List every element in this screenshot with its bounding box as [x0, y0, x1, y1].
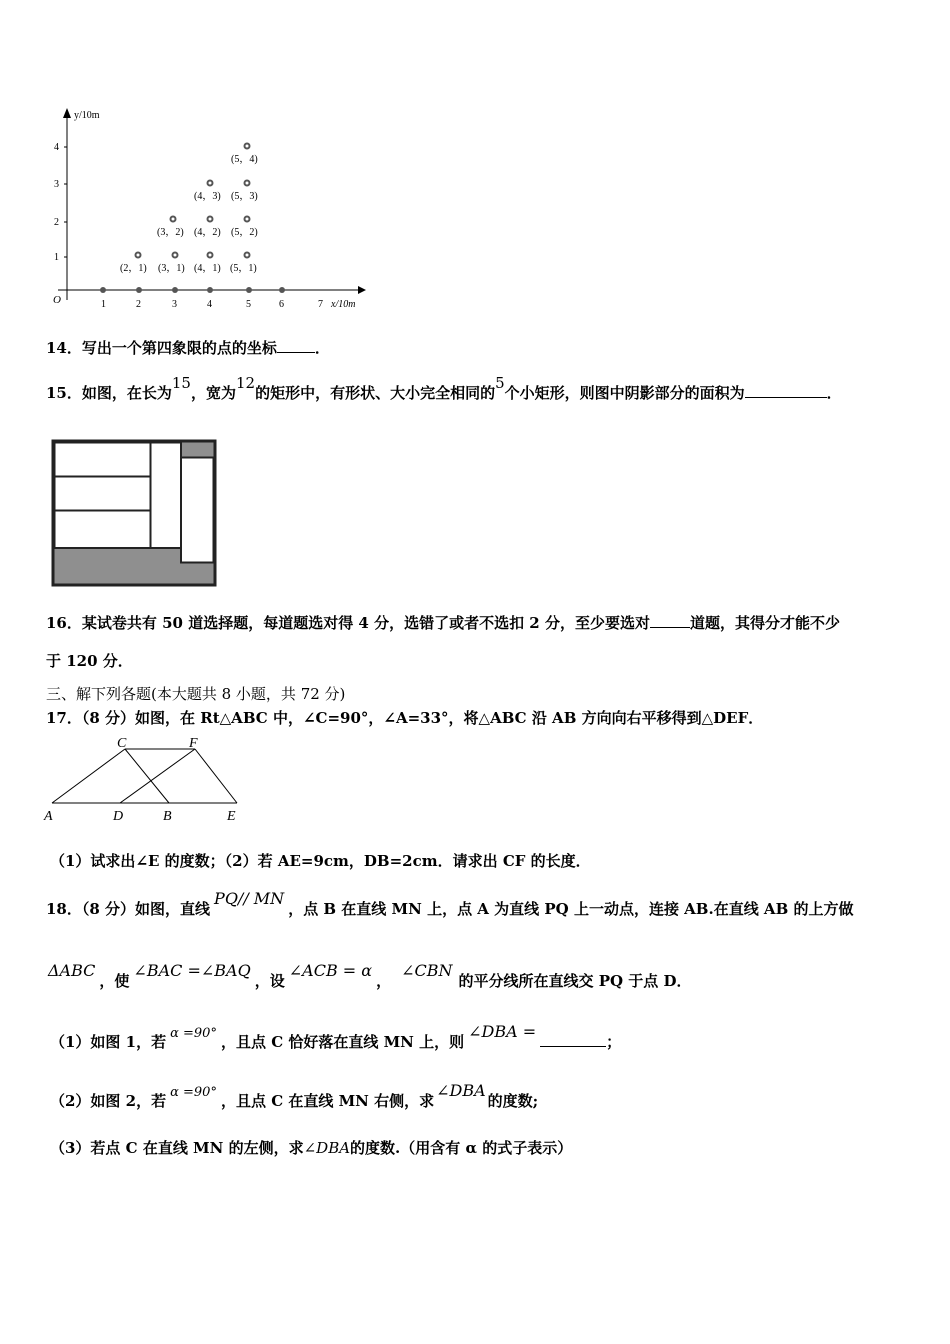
- y-ticks: [54, 142, 67, 263]
- question-18-sub-2: [50, 1081, 539, 1111]
- data-point: [208, 181, 213, 186]
- x-tick-label: 1: [101, 299, 106, 310]
- q18-math-triangle-abc: ΔABC: [48, 961, 96, 980]
- point-label: (3，2): [157, 227, 184, 238]
- data-point: [173, 253, 178, 258]
- q15-width-value: 12: [235, 374, 256, 392]
- y-axis-arrow: [63, 108, 71, 118]
- section-3-title: 三、解下列各题(本大题共 8 小题，共 72 分): [46, 685, 346, 703]
- y-tick-label: 2: [54, 217, 59, 228]
- q18-part-5: ，: [376, 972, 392, 990]
- q18-math-pq-parallel-mn: PQ// MN: [214, 889, 285, 908]
- q18-part-3: ，使: [99, 972, 130, 990]
- q15-end: ．: [826, 384, 842, 402]
- question-18-sub-1: [50, 1022, 622, 1052]
- answer-blank: [540, 1046, 606, 1047]
- q15-part-1: 15．如图，在长为: [46, 384, 172, 402]
- small-rectangle: [55, 443, 151, 477]
- axis-point: [172, 287, 178, 293]
- y-tick-label: 1: [54, 252, 59, 263]
- vertex-label-F: F: [189, 736, 198, 751]
- q15-count-value: 5: [495, 374, 505, 392]
- x-ticks: [101, 299, 323, 310]
- q18-part-2: ，点 B 在直线 MN 上，点 A 为直线 PQ 上一动点，连接 AB.在直线 AB 的上方做: [288, 900, 854, 918]
- origin-label: O: [53, 294, 61, 306]
- question-17-subparts: [50, 850, 591, 871]
- small-rectangle: [151, 443, 182, 549]
- data-point: [208, 217, 213, 222]
- data-point: [171, 217, 176, 222]
- x-tick-label: 2: [136, 299, 141, 310]
- section-3-heading: [46, 683, 345, 704]
- q16-text-a: 16．某试卷共有 50 道选择题，每道题选对得 4 分，选错了或者不选扣 2 分，至少要选对: [46, 614, 650, 632]
- answer-blank: [277, 352, 315, 353]
- rectangle-figure: [50, 438, 220, 588]
- q18-sub2-end: 的度数;: [487, 1092, 539, 1110]
- q18-sub1-math-dba: ∠DBA =: [468, 1022, 537, 1041]
- point-label: (3，1): [158, 263, 185, 274]
- vertex-label-A: A: [44, 809, 53, 824]
- triangle-translation-figure: [40, 734, 250, 826]
- q18-sub1-a: （1）如图 1，若: [50, 1033, 167, 1051]
- data-point: [136, 253, 141, 258]
- data-point: [245, 217, 250, 222]
- answer-blank: [650, 627, 690, 628]
- answer-blank: [745, 397, 827, 398]
- question-14: [46, 337, 330, 358]
- axis-point: [246, 287, 252, 293]
- point-label: (2，1): [120, 263, 147, 274]
- q18-sub2-b: ，且点 C 在直线 MN 右侧，求: [220, 1092, 435, 1110]
- q15-part-4: 个小矩形，则图中阴影部分的面积为: [504, 384, 745, 402]
- q18-math-angle-cbn: ∠CBN: [401, 961, 453, 980]
- q18-sub2-math-dba: ∠DBA: [436, 1081, 486, 1100]
- q15-part-2: ，宽为: [190, 384, 236, 402]
- question-14-text: 14．写出一个第四象限的点的坐标: [46, 339, 277, 357]
- data-point: [245, 253, 250, 258]
- x-tick-label: 5: [246, 299, 251, 310]
- q18-sub1-end: ；: [606, 1033, 622, 1051]
- small-rectangle: [55, 511, 151, 549]
- q18-sub3-a: （3）若点 C 在直线 MN 的左侧，求: [50, 1139, 304, 1157]
- axis-point: [279, 287, 285, 293]
- q18-part-4: ，设: [254, 972, 285, 990]
- q17-sub-text: （1）试求出∠E 的度数；（2）若 AE=9cm，DB=2cm．请求出 CF 的长度．: [50, 852, 591, 870]
- point-label: (5，1): [230, 263, 257, 274]
- question-18-line-2: [46, 961, 692, 991]
- q15-length-value: 15: [171, 374, 191, 392]
- small-rectangle: [55, 477, 151, 511]
- question-17: [46, 707, 763, 728]
- y-tick-label: 3: [54, 179, 59, 190]
- segment-AC: [52, 749, 125, 803]
- q16-text-c: 于 120 分．: [46, 652, 133, 670]
- q16-text-b: 道题，其得分才能不少: [689, 614, 840, 632]
- x-axis-arrow: [358, 286, 366, 294]
- x-tick-label: 6: [279, 299, 284, 310]
- data-point: [245, 144, 250, 149]
- question-18-sub-3: [50, 1137, 572, 1158]
- q18-part-1: 18．（8 分）如图，直线: [46, 900, 211, 918]
- vertex-label-C: C: [117, 736, 127, 751]
- q18-sub2-math-alpha: α =90°: [170, 1085, 217, 1100]
- x-tick-label: 4: [207, 299, 212, 310]
- q17-text: 17．（8 分）如图，在 Rt△ABC 中，∠C=90°，∠A=33°，将△ABC 沿 AB 方向向右平移得到△DEF．: [46, 709, 764, 727]
- point-label: (4，2): [194, 227, 221, 238]
- segment-FE: [195, 749, 237, 803]
- y-axis-label: y/10m: [74, 110, 100, 121]
- axis-point: [207, 287, 213, 293]
- q18-sub1-math-alpha: α =90°: [170, 1026, 217, 1041]
- q18-math-angle-acb: ∠ACB = α: [288, 961, 373, 980]
- question-15: [46, 374, 842, 403]
- axis-point: [100, 287, 106, 293]
- q18-sub3-math-dba: ∠DBA: [303, 1139, 351, 1157]
- shaded-region-top-right: [181, 443, 214, 458]
- question-18-line-1: [46, 889, 854, 919]
- x-tick-label: 3: [172, 299, 177, 310]
- data-point: [208, 253, 213, 258]
- q18-sub1-b: ，且点 C 恰好落在直线 MN 上，则: [220, 1033, 465, 1051]
- small-rectangle: [181, 458, 214, 563]
- x-tick-label: 7: [318, 299, 323, 310]
- point-label: (4，1): [194, 263, 221, 274]
- q18-sub2-a: （2）如图 2，若: [50, 1092, 167, 1110]
- point-label: (5，3): [231, 191, 258, 202]
- coordinate-graph-figure: [40, 100, 380, 315]
- question-16-line-2: [46, 650, 133, 671]
- vertex-label-D: D: [113, 809, 124, 824]
- axis-point: [136, 287, 142, 293]
- question-16-line-1: [46, 612, 840, 633]
- q18-part-6: 的平分线所在直线交 PQ 于点 D．: [458, 972, 692, 990]
- q18-sub3-end: 的度数.（用含有 α 的式子表示）: [350, 1139, 573, 1157]
- point-label: (5，4): [231, 154, 258, 165]
- point-label: (5，2): [231, 227, 258, 238]
- y-tick-label: 4: [54, 142, 59, 153]
- q15-part-3: 的矩形中，有形状、大小完全相同的: [255, 384, 496, 402]
- question-14-end: ．: [314, 339, 330, 357]
- point-label: (4，3): [194, 191, 221, 202]
- x-axis-label: x/10m: [331, 299, 356, 310]
- vertex-label-E: E: [227, 809, 236, 824]
- vertex-label-B: B: [163, 809, 172, 824]
- q18-math-angle-equality: ∠BAC =∠BAQ: [133, 961, 251, 980]
- data-point: [245, 181, 250, 186]
